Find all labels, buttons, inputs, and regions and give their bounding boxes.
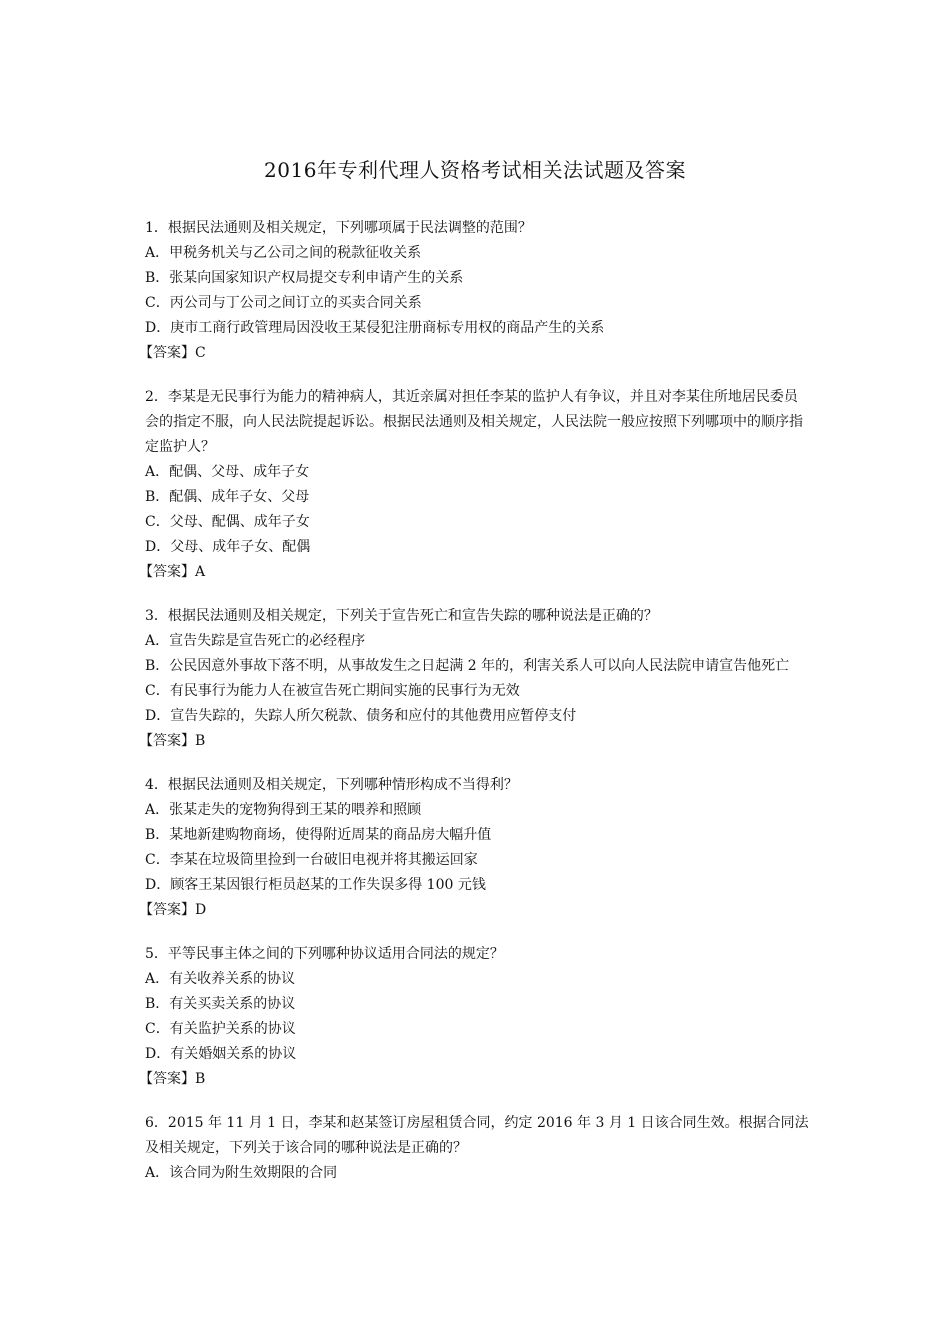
answer-label: 【答案】A [139, 564, 206, 580]
question-2 [139, 385, 810, 585]
option-d: D．庚市工商行政管理局因没收王某侵犯注册商标专用权的商品产生的关系 [145, 320, 605, 336]
question-stem: 4．根据民法通则及相关规定，下列哪种情形构成不当得利？ [145, 777, 518, 793]
option-a: A．配偶、父母、成年子女 [145, 464, 310, 480]
answer-label: 【答案】B [139, 733, 206, 749]
option-a: A．张某走失的宠物狗得到王某的喂养和照顾 [145, 802, 422, 818]
option-a: A．甲税务机关与乙公司之间的税款征收关系 [145, 245, 422, 261]
answer-label: 【答案】B [139, 1071, 206, 1087]
option-b: B．有关买卖关系的协议 [145, 996, 296, 1012]
option-c: C．李某在垃圾筒里捡到一台破旧电视并将其搬运回家 [145, 852, 478, 868]
option-b: B．配偶、成年子女、父母 [145, 489, 310, 505]
question-5 [139, 942, 810, 1092]
option-c: C．丙公司与丁公司之间订立的买卖合同关系 [145, 295, 422, 311]
question-3 [139, 604, 810, 754]
question-1 [139, 216, 810, 366]
question-stem: 2．李某是无民事行为能力的精神病人，其近亲属对担任李某的监护人有争议，并且对李某住所地居民委员会的指定不服，向人民法院提起诉讼。根据民法通则及相关规定，人民法院一般应按照下列哪项中的顺序指定监护人？ [145, 389, 803, 455]
option-b: B．公民因意外事故下落不明，从事故发生之日起满 2 年的，利害关系人可以向人民法院申请宣告他死亡 [145, 658, 790, 674]
question-stem: 1．根据民法通则及相关规定，下列哪项属于民法调整的范围？ [145, 220, 532, 236]
option-c: C．有民事行为能力人在被宣告死亡期间实施的民事行为无效 [145, 683, 520, 699]
question-6 [145, 1111, 810, 1186]
question-list [139, 216, 810, 1205]
option-d: D．宣告失踪的，失踪人所欠税款、债务和应付的其他费用应暂停支付 [145, 708, 577, 724]
question-stem: 3．根据民法通则及相关规定，下列关于宣告死亡和宣告失踪的哪种说法是正确的？ [145, 608, 658, 624]
option-a: A．有关收养关系的协议 [145, 971, 296, 987]
document-title: 2016年专利代理人资格考试相关法试题及答案 [264, 158, 686, 182]
question-stem: 5．平等民事主体之间的下列哪种协议适用合同法的规定？ [145, 946, 504, 962]
option-d: D．顾客王某因银行柜员赵某的工作失误多得 100 元钱 [145, 877, 486, 893]
option-c: C．有关监护关系的协议 [145, 1021, 296, 1037]
option-b: B．某地新建购物商场，使得附近周某的商品房大幅升值 [145, 827, 492, 843]
option-a: A．该合同为附生效期限的合同 [145, 1165, 338, 1181]
option-d: D．有关婚姻关系的协议 [145, 1046, 297, 1062]
answer-label: 【答案】D [139, 902, 207, 918]
answer-label: 【答案】C [139, 345, 206, 361]
option-c: C．父母、配偶、成年子女 [145, 514, 310, 530]
question-stem: 6．2015 年 11 月 1 日，李某和赵某签订房屋租赁合同，约定 2016 年 3 月 1 日该合同生效。根据合同法及相关规定，下列关于该合同的哪种说法是正确的？ [145, 1115, 809, 1156]
option-b: B．张某向国家知识产权局提交专利申请产生的关系 [145, 270, 464, 286]
question-4 [139, 773, 810, 923]
option-d: D．父母、成年子女、配偶 [145, 539, 311, 555]
option-a: A．宣告失踪是宣告死亡的必经程序 [145, 633, 366, 649]
